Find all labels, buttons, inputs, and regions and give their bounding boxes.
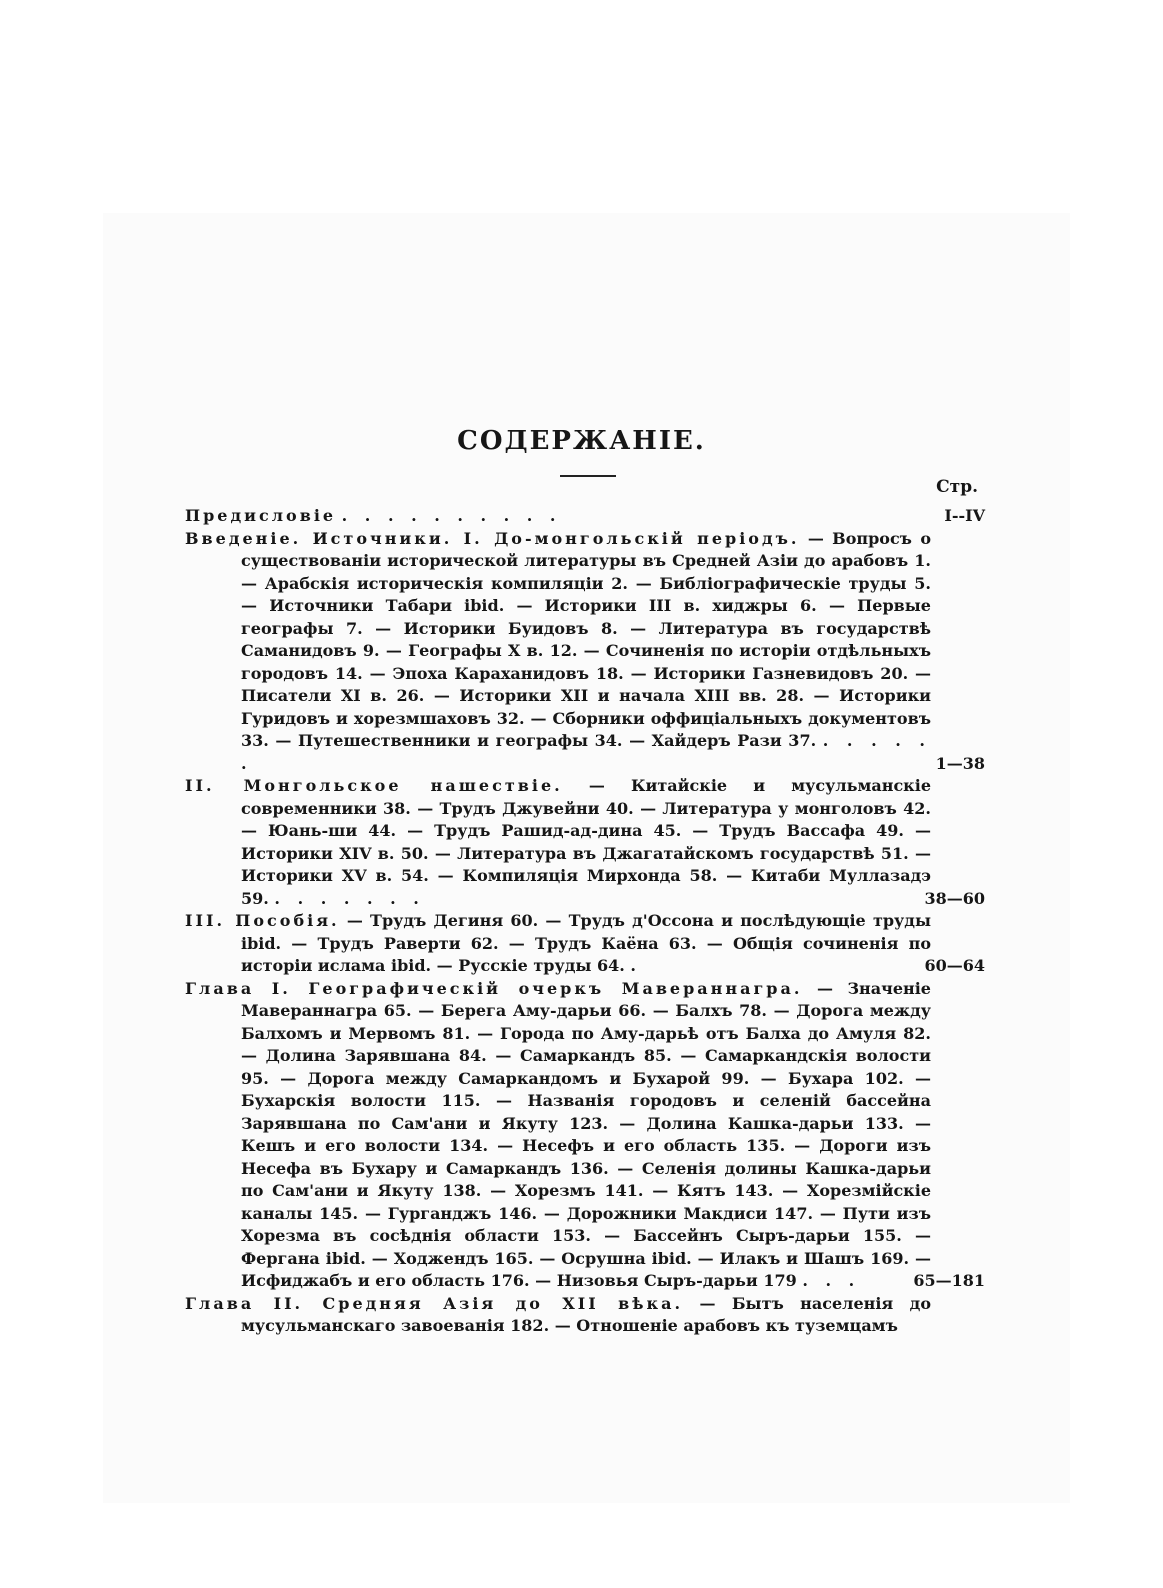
toc-leaders: . . . [802,1271,861,1290]
page-column-header: Стр. [936,477,978,497]
toc-entry-pages: I--IV [944,506,985,525]
toc-entry [185,775,985,910]
page-title: СОДЕРЖАНІЕ. [457,426,706,456]
toc-entry-pages: 60—64 [924,956,985,975]
toc-entry-description: — Бытъ населенія до мусульманскаго завоеванія 182. — Отношеніе арабовъ къ туземцамъ [241,1293,931,1335]
toc-entry [185,978,985,1293]
toc-entry-text [185,505,931,528]
toc-entry-text [185,528,931,776]
toc-entry-heading: III. Пособія. [185,911,340,930]
toc-entry-description: — Китайскіе и мусульманскіе современники 38. — Трудъ Джувейни 40. — Литература у монголовъ 42. — Юань-ши 44. — Трудъ Рашид-ад-дина 45. — Трудъ Вассафа 49. — Историки XIV в. 50. — Литература въ Джагатайскомъ государствѣ 51. — Историки XV в. 54. — Компиляція Мирхонда 58. — Китаби Муллазадэ 59. [241,776,931,908]
toc-entry-pages: 1—38 [935,753,985,773]
toc-entry-description: — Трудъ Дегиня 60. — Трудъ д'Оссона и послѣдующіе труды ibid. — Трудъ Раверти 62. — Трудъ Каёна 63. — Общія сочиненія по исторіи ислама ibid. — Русскіе труды 64. [241,911,931,975]
toc-entry [185,1293,985,1338]
toc-entry-heading: II. Монгольское нашествіе. [185,776,563,795]
toc-entry [185,528,985,776]
toc-entry [185,910,985,978]
toc-entry-pages: 38—60 [924,888,985,908]
toc-entry-heading: Предисловіе [185,506,337,525]
toc-entry [185,505,985,528]
toc-entry-text [185,775,931,910]
toc-entry-description: — Вопросъ о существованіи исторической литературы въ Средней Азіи до арабовъ 1. — Арабскія историческія компиляціи 2. — Библіографическіе труды 5. — Источники Табари ibid. — Историки III в. хиджры 6. — Первые географы 7. — Историки Буидовъ 8. — Литература въ государствѣ Саманидовъ 9. — Географы X в. 12. — Сочиненія по исторіи отдѣльныхъ городовъ 14. — Эпоха Караханидовъ 18. — Историки Газневидовъ 20. — Писатели XI в. 26. — Историки XII и начала XIII вв. 28. — Историки Гуридовъ и хорезмшаховъ 32. — Сборники оффиціальныхъ документовъ 33. — Путешественники и географы 34. — Хайдеръ Рази 37. [241,528,931,750]
toc-leaders: . . . . . . . . . . [341,506,562,525]
toc-entry-heading: Глава I. Географическій очеркъ Мавераннагра. [185,978,803,998]
toc-leaders: . [630,956,642,975]
toc-entry-description: — Значеніе Мавераннагра 65. — Берега Аму-дарьи 66. — Балхъ 78. — Дорога между Балхомъ и Мервомъ 81. — Города по Аму-дарьѣ отъ Балха до Амуля 82. — Долина Зарявшана 84. — Самаркандъ 85. — Самаркандскія волости 95. — Дорога между Самаркандомъ и Бухарой 99. — Бухара 102. — Бухарскія волости 115. — Названія городовъ и селеній бассейна Зарявшана по Сам'ани и Якуту 123. — Долина Кашка-дарьи 133. — Кешъ и его волости 134. — Несефъ и его область 135. — Дороги изъ Несефа въ Бухару и Самаркандъ 136. — Селенія долины Кашка-дарьи по Сам'ани и Якуту 138. — Хорезмъ 141. — Кятъ 143. — Хорезмійскіе каналы 145. — Гурганджъ 146. — Дорожники Макдиси 147. — Пути изъ Хорезма въ сосѣднія области 153. — Бассейнъ Сыръ-дарьи 155. — Фергана ibid. — Ходжендъ 165. — Осрушна ibid. — Илакъ и Шашъ 169. — Исфиджабъ и его область 176. — Низовья Сыръ-дарьи 179 [241,978,931,1290]
toc-leaders: . . . . . . . [274,888,425,908]
toc-entry-heading: Введеніе. Источники. I. До-монгольскій періодъ. [185,528,800,548]
table-of-contents [185,505,985,1338]
toc-entry-text [185,1293,931,1338]
toc-entry-pages: 65—181 [913,1271,985,1290]
toc-entry-text [185,910,931,978]
toc-entry-text [185,978,931,1293]
toc-leaders: . . . . . . [241,731,932,773]
title-rule [560,475,616,477]
toc-entry-heading: Глава II. Средняя Азія до XII вѣка. [185,1293,684,1313]
